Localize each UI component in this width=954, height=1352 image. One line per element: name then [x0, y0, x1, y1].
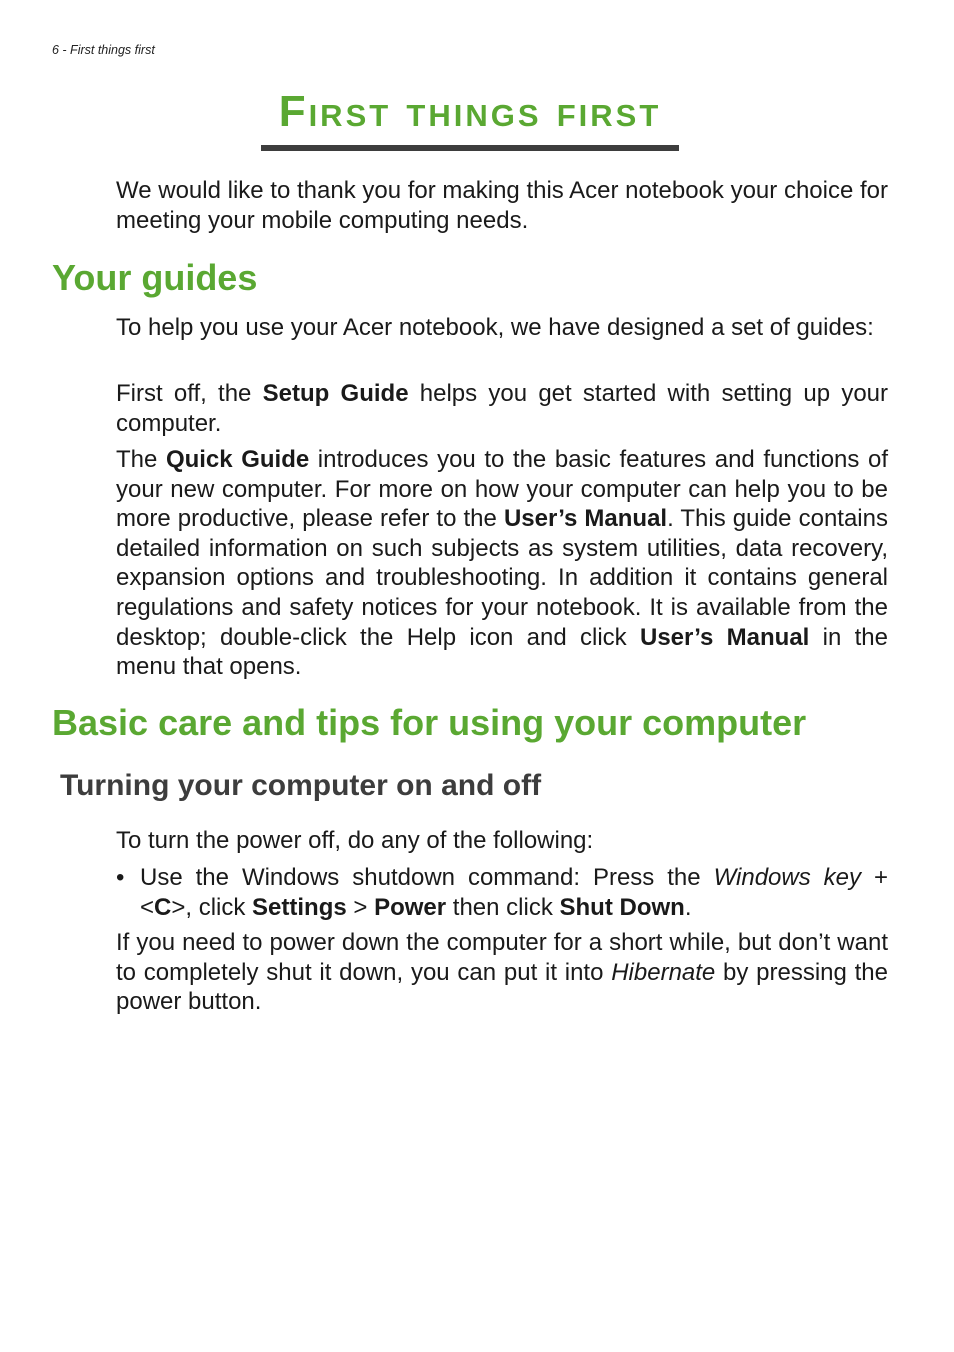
power-paragraph-1: To turn the power off, do any of the following: [116, 827, 594, 854]
text-run: in the menu that opens. [116, 623, 888, 681]
windows-key-term: Windows key [713, 864, 862, 891]
intro-paragraph: We would like to thank you for making this Acer notebook your choice for meeting your mobile computing needs. [116, 177, 888, 234]
text-run: then click [446, 893, 560, 921]
chapter-title: First things first [278, 87, 662, 136]
key-c: C [154, 893, 172, 921]
text-run: The [116, 446, 166, 473]
shut-down-term: Shut Down [559, 893, 685, 921]
section-heading-your-guides: Your guides [52, 257, 258, 298]
guides-paragraph-1: To help you use your Acer notebook, we have designed a set of guides: [116, 314, 874, 341]
text-run: Use the Windows shutdown command: Press the [140, 864, 714, 891]
setup-guide-term: Setup Guide [262, 380, 409, 407]
text-run: by pressing the power button. [116, 958, 888, 1016]
text-run: If you need to power down the computer for a short while, but don’t want to completely shut it down, you can put it into [116, 929, 888, 986]
page-header: 6 - First things first [52, 43, 155, 57]
hibernate-paragraph [116, 928, 888, 1017]
section-heading-basic-care: Basic care and tips for using your computer [52, 702, 807, 743]
text-run: >, click [171, 893, 253, 921]
text-run: introduces you to the basic features and functions of your new computer. For more on how your computer can help you to be more productive, please refer to the [116, 446, 888, 533]
text-run: > [346, 893, 375, 921]
bullet-text [140, 863, 888, 922]
hibernate-term: Hibernate [611, 958, 716, 986]
subsection-heading-power: Turning your computer on and off [60, 769, 542, 802]
guides-paragraph-2 [116, 379, 888, 438]
text-run: First off, the [116, 380, 263, 407]
text-run: + < [140, 864, 888, 921]
guides-paragraph-3 [116, 445, 888, 682]
settings-term: Settings [252, 893, 347, 921]
bullet-marker: • [116, 864, 125, 891]
text-run: helps you get started with setting up your computer. [116, 380, 888, 437]
text-run: . [684, 893, 692, 921]
users-manual-term: User’s Manual [639, 623, 810, 651]
power-term: Power [374, 893, 447, 921]
users-manual-term: User’s Manual [503, 505, 668, 533]
chapter-title-underline [261, 145, 679, 151]
quick-guide-term: Quick Guide [165, 446, 310, 473]
text-run: . This guide contains detailed information on such subjects as system utilities, data recovery, expansion options and troubleshooting. In addition it contains general regulations and safety notices for your notebook. It is available from the desktop; double-click the Help icon and click [116, 505, 888, 651]
